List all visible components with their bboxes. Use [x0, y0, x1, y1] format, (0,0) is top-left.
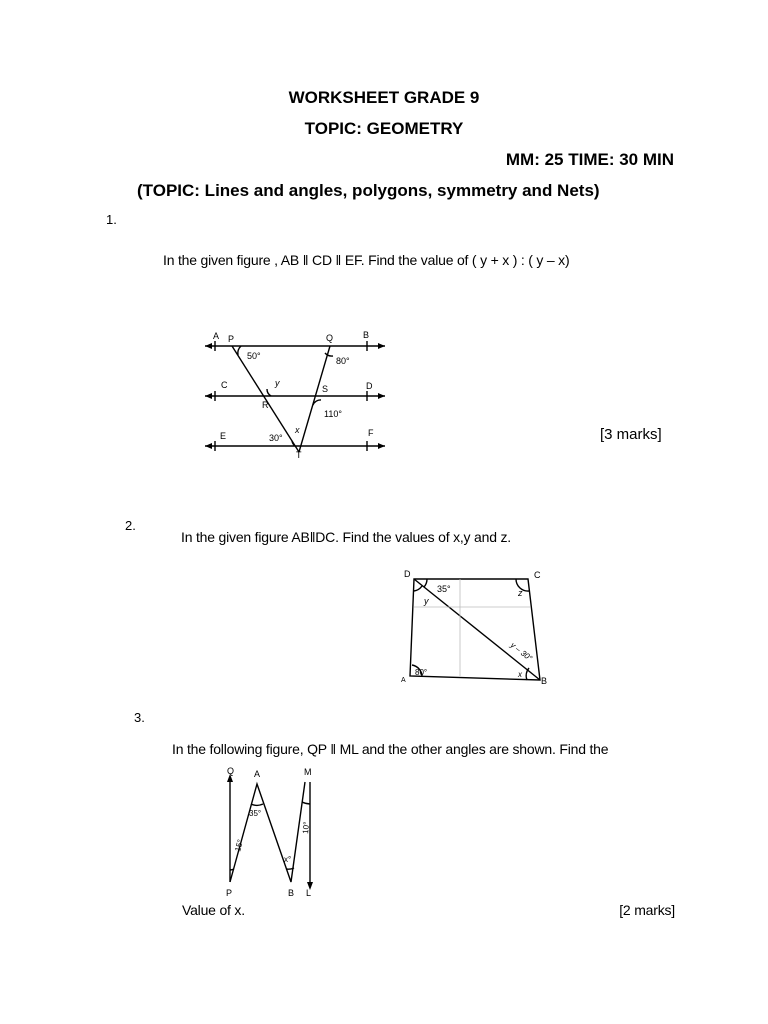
question-1-marks: [3 marks] — [600, 426, 662, 443]
marks-time: MM: 25 TIME: 30 MIN — [505, 150, 674, 169]
label-point-P: P — [228, 334, 235, 344]
label-angle-z: z — [518, 588, 523, 598]
label-point-A: A — [401, 677, 406, 684]
label-angle-10: 10° — [301, 821, 312, 835]
question-3-text: In the following figure, QP ‖ ML and the other angles are shown. Find the — [172, 741, 609, 757]
label-point-E: E — [220, 431, 227, 441]
label-angle-15: 15° — [233, 838, 246, 853]
figure-3-zigzag — [218, 762, 328, 902]
question-2-text: In the given figure AB‖DC. Find the values of x,y and z. — [181, 529, 511, 545]
label-point-C: C — [221, 380, 228, 390]
question-1-number: 1. — [106, 212, 117, 227]
label-point-Q: Q — [227, 766, 235, 776]
label-point-T: T — [296, 450, 302, 460]
question-3-number: 3. — [134, 710, 145, 725]
label-angle-y: y — [424, 596, 429, 606]
label-point-R: R — [262, 400, 269, 410]
question-3-text-continued: Value of x. — [182, 902, 245, 918]
label-point-B: B — [541, 676, 548, 686]
label-angle-30: 30° — [269, 433, 283, 443]
figure-2-trapezium — [400, 567, 560, 689]
label-point-P: P — [226, 888, 233, 898]
label-angle-35: 35° — [249, 809, 262, 818]
label-point-F: F — [368, 428, 374, 438]
label-angle-110: 110° — [324, 409, 342, 419]
label-angle-35: 35° — [437, 584, 451, 594]
label-angle-x: x° — [284, 855, 292, 864]
label-point-Q: Q — [326, 333, 334, 343]
figure-1-parallel-lines — [195, 325, 395, 470]
label-angle-y-minus-30: y – 30° — [508, 640, 535, 663]
subtopics-heading: (TOPIC: Lines and angles, polygons, symmetry and Nets) — [137, 181, 600, 200]
label-point-D: D — [366, 381, 373, 391]
label-point-A: A — [254, 769, 261, 779]
worksheet-title: WORKSHEET GRADE 9 — [288, 88, 480, 107]
topic-heading: TOPIC: GEOMETRY — [304, 119, 464, 138]
label-point-M: M — [304, 767, 312, 777]
label-point-A: A — [213, 331, 220, 341]
label-angle-50: 50° — [247, 351, 261, 361]
label-point-C: C — [534, 570, 541, 580]
label-angle-x: x — [295, 425, 300, 435]
label-point-D: D — [404, 569, 411, 579]
question-2-number: 2. — [125, 518, 136, 533]
label-angle-80: 80° — [336, 356, 350, 366]
label-angle-y: y — [275, 378, 280, 388]
label-angle-80: 80° — [415, 668, 428, 677]
label-angle-x: x — [518, 670, 522, 679]
question-3-marks: [2 marks] — [619, 902, 675, 918]
label-point-B: B — [363, 330, 370, 340]
label-point-S: S — [322, 384, 329, 394]
label-point-L: L — [306, 888, 312, 898]
label-point-B: B — [288, 888, 295, 898]
question-1-text: In the given figure , AB ‖ CD ‖ EF. Find the value of ( y + x ) : ( y – x) — [163, 252, 570, 268]
